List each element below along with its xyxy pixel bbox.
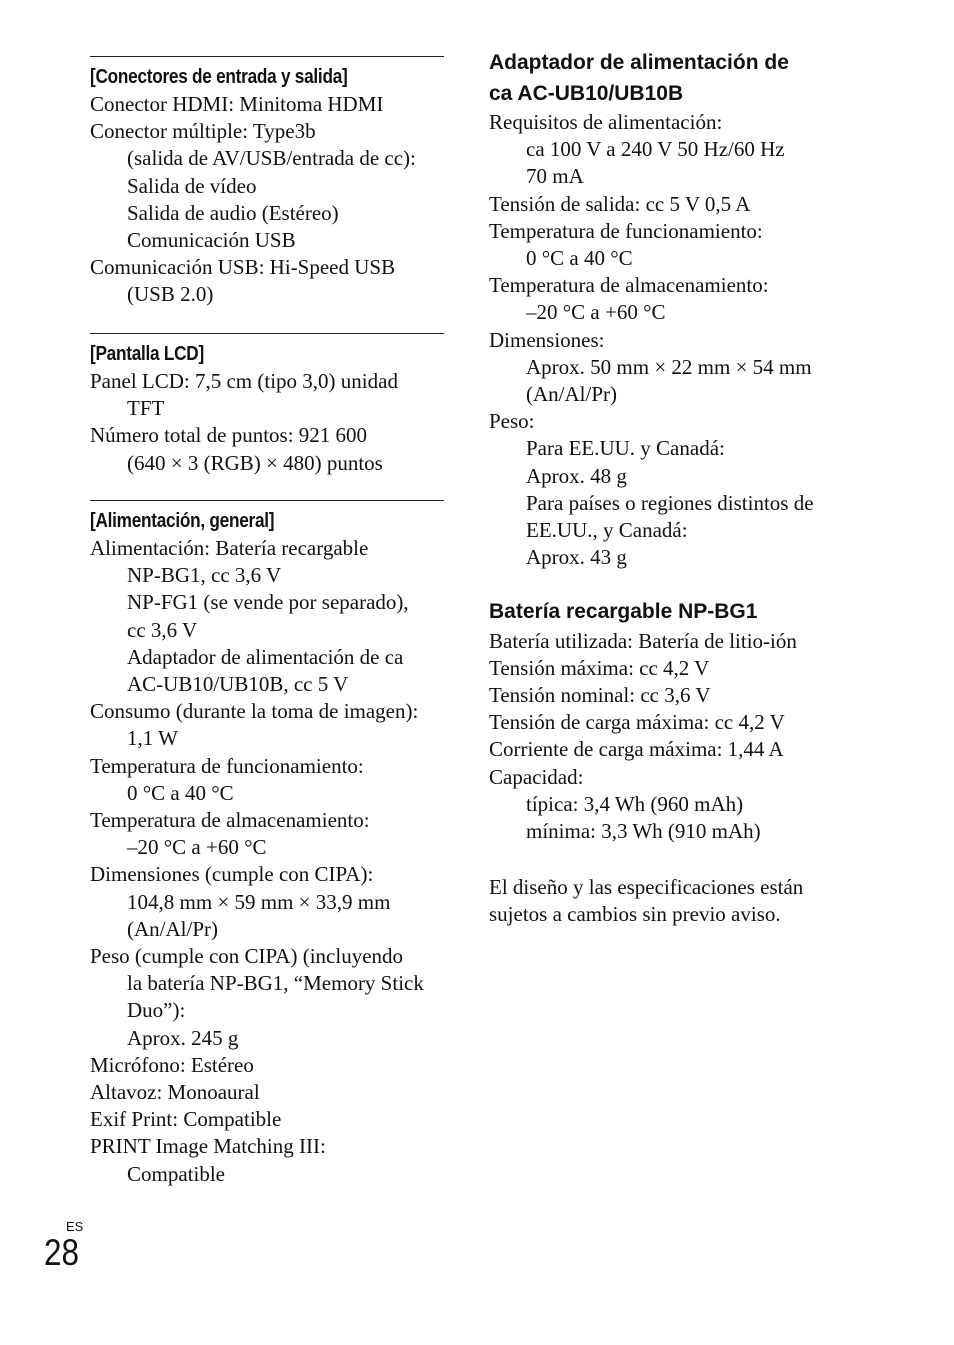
disclaimer-note [489, 874, 849, 928]
language-code: ES [66, 1219, 84, 1234]
spec-list [90, 368, 444, 477]
spec-line: Consumo (durante la toma de imagen): [90, 699, 419, 724]
section-divider [90, 500, 444, 501]
section-heading: [Alimentación, general] [90, 510, 275, 532]
spec-line: (salida de AV/USB/entrada de cc): [127, 146, 416, 171]
spec-line: Peso (cumple con CIPA) (incluyendo [90, 944, 404, 969]
section-heading-line-2: ca AC-UB10/UB10B [489, 81, 684, 105]
spec-line: Comunicación USB: Hi-Speed USB [90, 255, 396, 280]
battery-section [489, 597, 849, 845]
spec-line: 0 °C a 40 °C [127, 780, 234, 805]
spec-line: mínima: 3,3 Wh (910 mAh) [526, 818, 761, 843]
connectors-section [90, 56, 444, 309]
spec-line: ca 100 V a 240 V 50 Hz/60 Hz [526, 137, 785, 162]
spec-line: Dimensiones (cumple con CIPA): [90, 862, 374, 887]
power-section [90, 500, 444, 1188]
spec-line: Salida de vídeo [127, 173, 257, 198]
spec-line: Para EE.UU. y Canadá: [526, 436, 725, 461]
spec-line: la batería NP-BG1, “Memory Stick [127, 971, 424, 996]
spec-list [489, 109, 849, 571]
spec-line: AC-UB10/UB10B, cc 5 V [127, 672, 349, 697]
spec-line: Requisitos de alimentación: [489, 110, 723, 134]
spec-line: Para países o regiones distintos de [526, 490, 814, 515]
spec-line: EE.UU., y Canadá: [526, 518, 688, 543]
spec-line: –20 °C a +60 °C [526, 300, 666, 325]
spec-line: Tensión nominal: cc 3,6 V [489, 682, 711, 707]
spec-line: PRINT Image Matching III: [90, 1134, 326, 1159]
spec-line: Conector múltiple: Type3b [90, 119, 316, 144]
spec-line: Temperatura de almacenamiento: [489, 273, 769, 298]
spec-line: Tensión de salida: cc 5 V 0,5 A [489, 191, 751, 216]
spec-line: Adaptador de alimentación de ca [127, 644, 404, 669]
spec-line: Salida de audio (Estéreo) [127, 200, 339, 225]
section-divider [90, 56, 444, 57]
spec-line: TFT [127, 396, 165, 421]
spec-line: Aprox. 50 mm × 22 mm × 54 mm [526, 354, 812, 379]
spec-line: Batería utilizada: Batería de litio-ión [489, 628, 797, 653]
spec-line: Altavoz: Monoaural [90, 1080, 260, 1105]
spec-line: 104,8 mm × 59 mm × 33,9 mm [127, 889, 391, 914]
note-line: El diseño y las especificaciones están [489, 875, 804, 899]
spec-line: Conector HDMI: Minitoma HDMI [90, 92, 384, 116]
spec-line: (An/Al/Pr) [127, 916, 218, 941]
spec-list [90, 91, 444, 309]
spec-line: Aprox. 245 g [127, 1025, 239, 1050]
spec-list [90, 535, 444, 1188]
note-line: sujetos a cambios sin previo aviso. [489, 902, 781, 927]
spec-line: Peso: [489, 409, 535, 434]
spec-line: Temperatura de almacenamiento: [90, 808, 370, 833]
section-divider [90, 333, 444, 334]
spec-list [489, 628, 849, 846]
spec-line: Tensión máxima: cc 4,2 V [489, 655, 710, 680]
spec-line: NP-FG1 (se vende por separado), [127, 590, 409, 615]
spec-line: Temperatura de funcionamiento: [90, 753, 364, 778]
spec-line: cc 3,6 V [127, 617, 198, 642]
spec-line: (USB 2.0) [127, 282, 214, 307]
spec-line: Exif Print: Compatible [90, 1107, 282, 1132]
section-heading-line-1: Adaptador de alimentación de [489, 51, 789, 74]
spec-line: Alimentación: Batería recargable [90, 536, 369, 560]
spec-line: Compatible [127, 1161, 225, 1186]
adapter-section [489, 48, 849, 571]
lcd-section [90, 333, 444, 477]
spec-line: Dimensiones: [489, 327, 605, 352]
spec-line: Temperatura de funcionamiento: [489, 218, 763, 243]
section-heading: [Pantalla LCD] [90, 343, 204, 365]
spec-line: Número total de puntos: 921 600 [90, 423, 368, 448]
spec-line: Micrófono: Estéreo [90, 1052, 254, 1077]
spec-line: típica: 3,4 Wh (960 mAh) [526, 791, 744, 816]
page-number: 28 [44, 1232, 79, 1273]
spec-line: Tensión de carga máxima: cc 4,2 V [489, 710, 785, 735]
spec-line: 70 mA [526, 164, 584, 189]
spec-line: Aprox. 48 g [526, 463, 627, 488]
spec-line: Corriente de carga máxima: 1,44 A [489, 737, 784, 762]
section-heading: Batería recargable NP-BG1 [489, 600, 758, 623]
spec-line: Duo”): [127, 998, 186, 1023]
spec-line: Aprox. 43 g [526, 545, 627, 570]
spec-line: NP-BG1, cc 3,6 V [127, 563, 282, 588]
spec-line: Comunicación USB [127, 228, 296, 253]
spec-line: Panel LCD: 7,5 cm (tipo 3,0) unidad [90, 369, 398, 393]
spec-line: (An/Al/Pr) [526, 382, 617, 407]
section-heading: [Conectores de entrada y salida] [90, 66, 348, 88]
spec-line: Capacidad: [489, 764, 584, 789]
spec-line: 0 °C a 40 °C [526, 246, 633, 271]
spec-line: –20 °C a +60 °C [127, 835, 267, 860]
spec-line: 1,1 W [127, 726, 178, 751]
spec-line: (640 × 3 (RGB) × 480) puntos [127, 450, 383, 475]
